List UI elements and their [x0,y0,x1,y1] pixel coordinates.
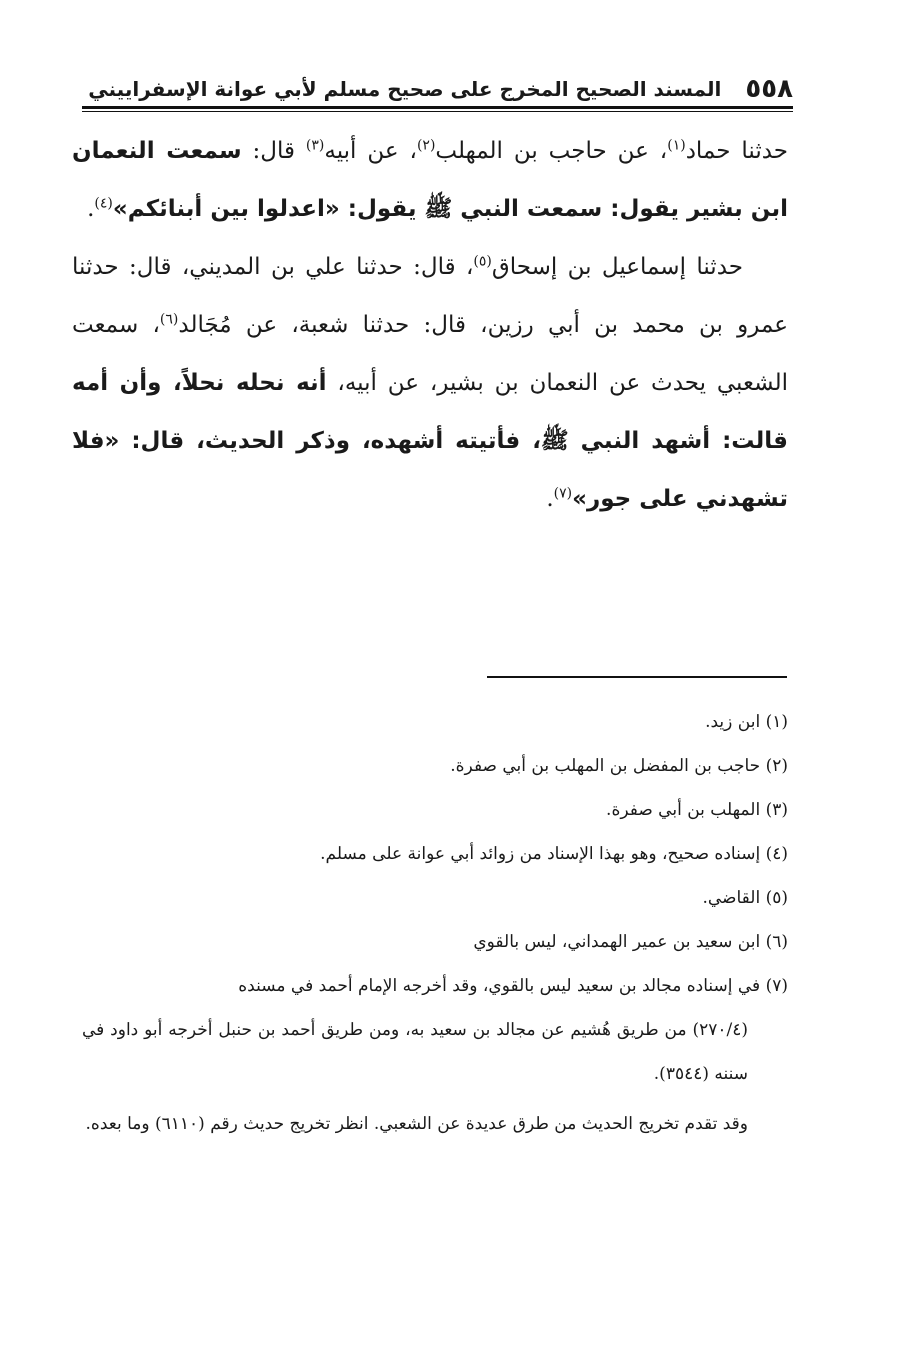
footnote-7: (٧) في إسناده مجالد بن سعيد ليس بالقوي، وقد أخرجه الإمام أحمد في مسنده [238,976,788,996]
header-rule-thin [82,111,793,112]
text-run: ، عن حاجب بن المهلب [435,138,668,164]
footnote-1: (١) ابن زيد. [705,712,788,732]
page-header [82,66,793,104]
page-number: ٥٥٨ [745,74,793,104]
footnote-ref-5[interactable]: (٥) [473,253,492,270]
footnotes [82,700,788,1146]
bold-matn: سمعت النعمان ابن بشير يقول: سمعت النبي ﷺ يقول: [72,138,788,222]
text-run: ، عن أبيه [324,138,417,164]
text-run: ، سمعت الشعبي يحدث عن النعمان بن بشير، عن أبيه، [72,312,788,396]
footnote-ref-2[interactable]: (٢) [416,137,436,154]
running-title: المسند الصحيح المخرج على صحيح مسلم لأبي عوانة الإسفراييني [88,77,722,101]
footnote-ref-7[interactable]: (٧) [553,485,573,502]
hadith-paragraph-1 [72,122,788,238]
text-run: حدثنا حماد [685,138,789,164]
footnote-5: (٥) القاضي. [702,888,788,908]
footnote-ref-1[interactable]: (١) [667,137,686,154]
footnote-3: (٣) المهلب بن أبي صفرة. [606,800,788,820]
footnote-ref-4[interactable]: (٤) [94,195,113,212]
text-run: حدثنا إسماعيل بن إسحاق [491,254,743,280]
footnote-ref-3[interactable]: (٣) [305,137,325,154]
hadith-quote: «فلا تشهدني على جور» [72,428,788,512]
footnote-7-extra: وقد تقدم تخريج الحديث من طرق عديدة عن الشعبي. انظر تخريج حديث رقم (٦١١٠) وما بعده. [85,1114,748,1134]
text-run: . [87,196,95,222]
footnote-separator [487,676,787,678]
hadith-paragraph-2 [72,238,788,528]
footnote-4: (٤) إسناده صحيح، وهو بهذا الإسناد من زوائد أبي عوانة على مسلم. [320,844,788,864]
header-rule [82,106,793,109]
footnote-2: (٢) حاجب بن المفضل بن المهلب بن أبي صفرة. [450,756,788,776]
footnote-6: (٦) ابن سعيد بن عمير الهمداني، ليس بالقوي [473,932,788,952]
main-text [72,122,788,528]
hadith-quote: «اعدلوا بين أبنائكم» [112,196,340,222]
footnote-ref-6[interactable]: (٦) [159,311,179,328]
text-run: قال: [241,138,306,164]
text-run: ، قال: حدثنا علي بن المديني، قال: حدثنا عمرو بن محمد بن أبي رزين، قال: حدثنا شعبة، عن مُجَالد [72,254,788,338]
footnote-7-continued: (٢٧٠/٤) من طريق هُشيم عن مجالد بن سعيد به، ومن طريق أحمد بن حنبل أخرجه أبو داود في سننه (٣٥٤٤). [82,1020,748,1084]
text-run: . [546,486,554,512]
bold-matn: أنه نحله نحلاً، وأن أمه قالت: أشهد النبي ﷺ، فأتيته أشهده، وذكر الحديث، قال: [72,370,788,454]
